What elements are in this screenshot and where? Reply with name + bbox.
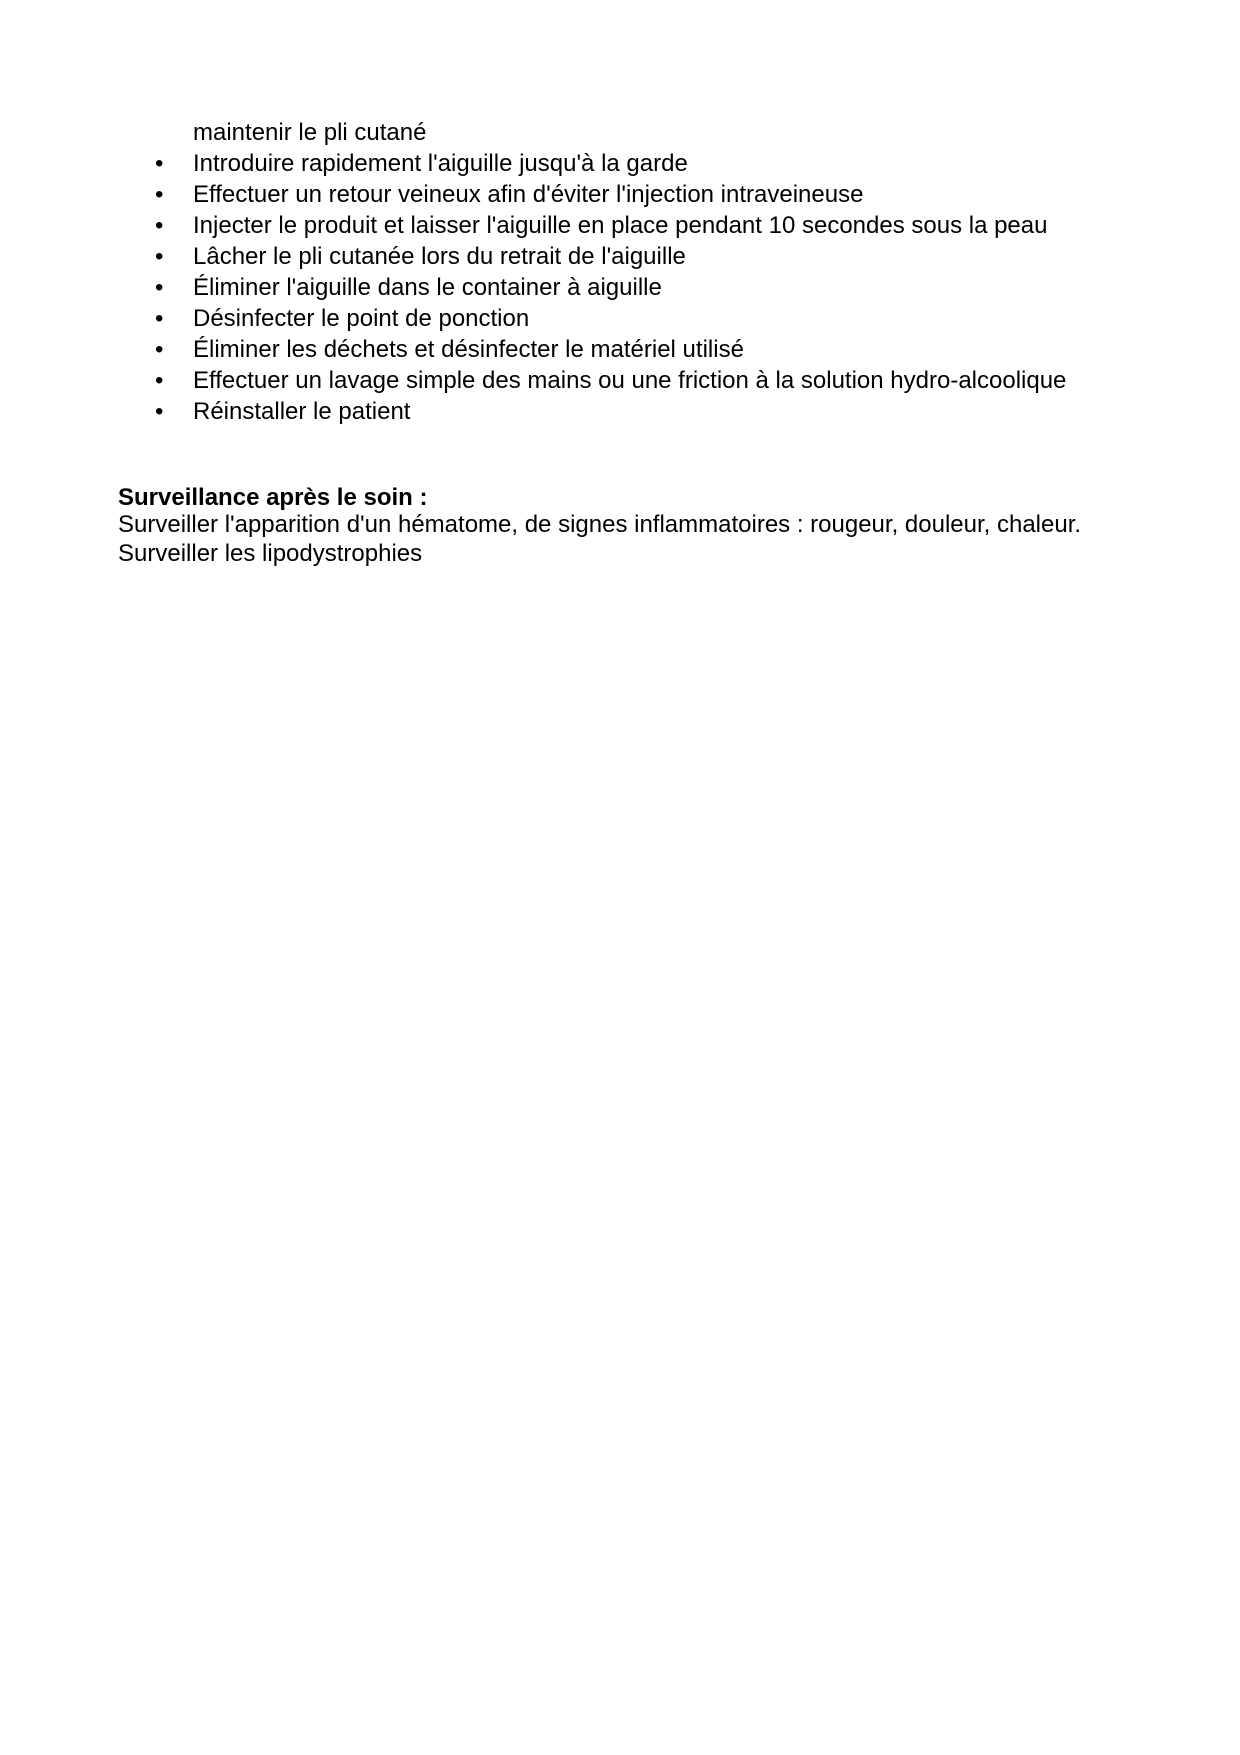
- list-item-text: Désinfecter le point de ponction: [193, 305, 530, 332]
- list-item-text: Éliminer l'aiguille dans le container à aiguille: [193, 274, 662, 301]
- list-item-text: Lâcher le pli cutanée lors du retrait de l'aiguille: [193, 243, 686, 270]
- body-line: Surveiller les lipodystrophies: [118, 540, 423, 567]
- list-item-text: Introduire rapidement l'aiguille jusqu'à la garde: [193, 150, 688, 177]
- list-item-text: Injecter le produit et laisser l'aiguille en place pendant 10 secondes sous la peau: [193, 212, 1048, 239]
- continuation-text: maintenir le pli cutané: [193, 119, 427, 146]
- list-item-text: Effectuer un retour veineux afin d'éviter l'injection intraveineuse: [193, 181, 864, 208]
- bullet-icon: •: [155, 212, 164, 239]
- bullet-icon: •: [155, 336, 164, 363]
- bullet-icon: •: [155, 150, 164, 177]
- bullet-icon: •: [155, 305, 164, 332]
- bullet-icon: •: [155, 367, 164, 394]
- bullet-icon: •: [155, 398, 164, 425]
- bullet-icon: •: [155, 243, 164, 270]
- list-item-text: Éliminer les déchets et désinfecter le matériel utilisé: [193, 336, 744, 363]
- list-item-text: Réinstaller le patient: [193, 398, 411, 425]
- section-heading: Surveillance après le soin :: [118, 484, 428, 511]
- bullet-icon: •: [155, 181, 164, 208]
- section-body: [118, 510, 1081, 568]
- list-item-text: Effectuer un lavage simple des mains ou une friction à la solution hydro-alcoolique: [193, 367, 1067, 394]
- body-line: Surveiller l'apparition d'un hématome, de signes inflammatoires : rougeur, douleur, chaleur.: [118, 511, 1082, 538]
- bullet-icon: •: [155, 274, 164, 301]
